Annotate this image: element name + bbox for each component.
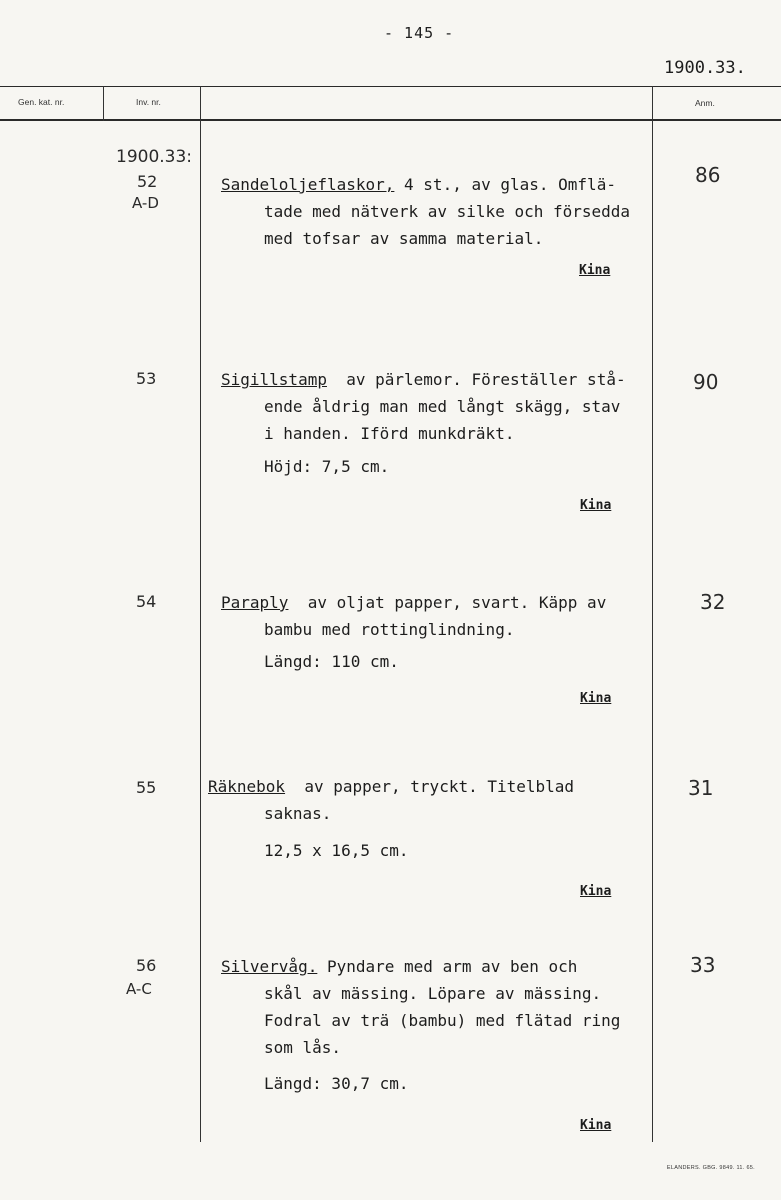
description-line: som lås. [264,1038,342,1057]
origin-label: Kina [580,691,612,706]
header-bottom-rule [0,119,781,121]
accession-number-top: 1900.33. [664,58,746,78]
measurement: Längd: 110 cm. [264,652,399,671]
annotation-number: 33 [690,953,716,977]
description-line: Fodral av trä (bambu) med flätad ring [264,1011,621,1030]
column-divider-text-anm [652,86,653,1142]
inventory-number: 52 [137,172,158,191]
inventory-suffix: A-D [132,194,159,212]
inventory-number: 56 [136,956,157,975]
origin-label: Kina [580,498,612,513]
entry-text [208,773,574,827]
measurement: Längd: 30,7 cm. [264,1074,409,1093]
inventory-number: 55 [136,778,157,797]
description-line: ende åldrig man med långt skägg, stav [264,397,621,416]
annotation-number: 32 [700,590,726,614]
inventory-suffix: A-C [126,980,152,998]
description-line: skål av mässing. Löpare av mässing. [264,984,602,1003]
object-term: Sigillstamp [221,370,327,389]
description-line: med tofsar av samma material. [264,229,544,248]
annotation-number: 31 [688,776,714,800]
description-line: av oljat papper, svart. Käpp av [307,593,607,612]
description-line: saknas. [264,804,332,823]
column-divider-gen-inv [103,86,104,121]
description-line: av pärlemor. Föreställer stå- [346,370,626,389]
object-term: Sandeloljeflaskor, [221,175,395,194]
entry-text [221,366,626,447]
description-line: tade med nätverk av silke och försedda [264,202,631,221]
origin-label: Kina [579,263,611,278]
object-term: Räknebok [208,777,286,796]
header-top-rule [0,86,781,87]
description-line: bambu med rottinglindning. [264,620,515,639]
description-line: Pyndare med arm av ben och [326,957,578,976]
origin-label: Kina [580,1118,612,1133]
object-term: Paraply [221,593,289,612]
accession-label: 1900.33: [116,147,193,167]
inventory-number: 54 [136,592,157,611]
column-header-anm: Anm. [695,98,715,108]
annotation-number: 90 [693,370,719,394]
entry-text [221,589,606,643]
description-line: av papper, tryckt. Titelblad [304,777,575,796]
description-line: 4 st., av glas. Omflä- [404,175,616,194]
origin-label: Kina [580,884,612,899]
measurement: Höjd: 7,5 cm. [264,457,390,476]
entry-text [221,171,630,252]
page-number: - 145 - [384,24,455,42]
entry-text [221,953,620,1061]
object-term: Silvervåg. [221,957,318,976]
description-line: i handen. Iförd munkdräkt. [264,424,515,443]
inventory-number: 53 [136,369,157,388]
column-header-gen-kat-nr: Gen. kat. nr. [18,97,65,107]
annotation-number: 86 [695,163,721,187]
column-header-inv-nr: Inv. nr. [136,97,161,107]
printer-imprint: ELANDERS. GBG. 9849. 11. 65. [666,1165,755,1171]
measurement: 12,5 x 16,5 cm. [264,841,409,860]
column-divider-inv-text [200,86,201,1142]
